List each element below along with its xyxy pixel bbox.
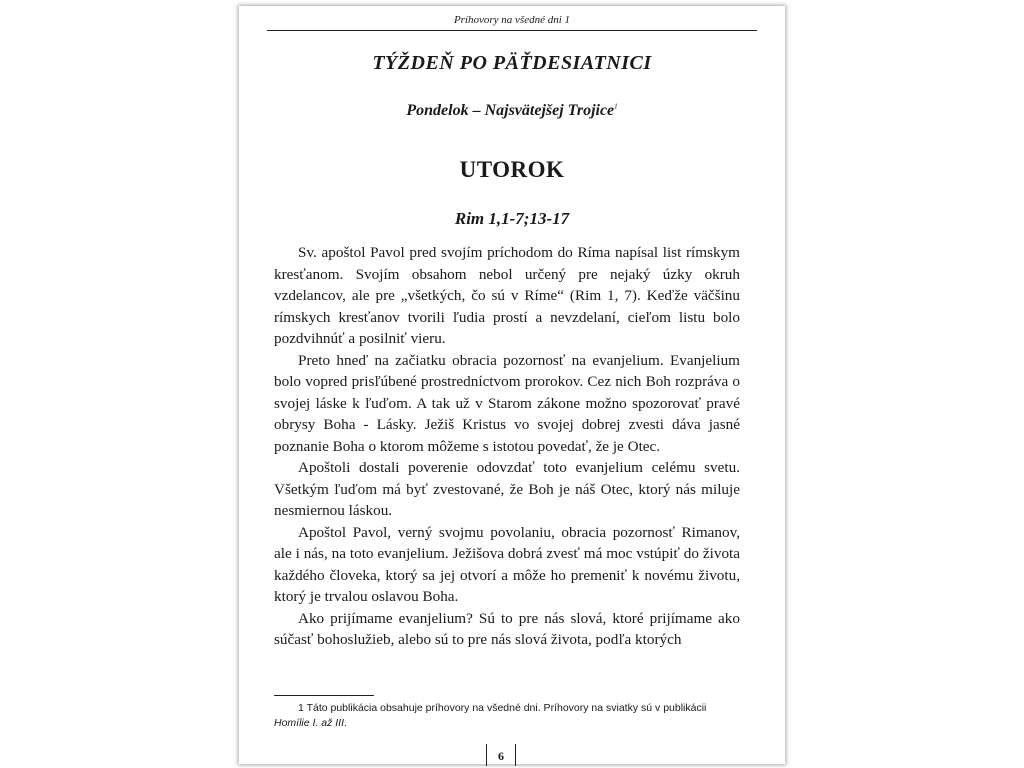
day-heading [239,102,785,120]
paragraph: Preto hneď na začiatku obracia pozornosť na evanjelium. Evanjelium bolo vopred prisľúbené prostredníctvom prorokov. Cez nich Boh rozpráva o svojej láske k ľuďom. A tak už v Starom zákone možno spozorovať pravé obrysy Boha - Lásky. Ježiš Kristus vo svojej dobrej zvesti dáva jasné poznanie Boha o ktorom môžeme s istotou povedať, že je Otec. [274,351,740,455]
paragraph: Ako prijímame evanjelium? Sú to pre nás slová, ktoré prijímame ako súčasť bohoslužieb, alebo sú to pre nás slová života, podľa ktorých [274,609,740,648]
footnote-text: Táto publikácia obsahuje príhovory na všedné dni. Príhovory na sviatky sú v publikácii [306,702,707,714]
footnote-end: . [344,717,347,729]
day-heading-text: Pondelok – Najsvätejšej Trojice [406,102,615,119]
running-header: Príhovory na všedné dni 1 [453,14,571,26]
paragraph: Apoštoli dostali poverenie odovzdať toto evanjelium celému svetu. Všetkým ľuďom má byť zvestované, že Boh je náš Otec, ktorý nás miluje nesmiernou láskou. [274,459,740,519]
body-text [274,242,740,651]
header-rule [267,30,757,31]
footnote-number: 1 [298,702,304,714]
paragraph: Apoštol Pavol, verný svojmu povolaniu, obracia pozornosť Rimanov, ale i nás, na toto evanjelium. Ježišova dobrá zvesť má moc vstúpiť do života každého človeka, ktorý sa jej otvorí a môže ho premeniť k novému životu, ktorý je trvalou oslavou Boha. [274,523,740,605]
scripture-reference: Rim 1,1-7;13-17 [454,209,570,228]
page-number: 6 [486,744,516,766]
section-title: UTOROK [459,157,565,182]
footnote-mark: 1 [614,102,618,111]
footnote-rule [274,695,374,696]
footnote [274,701,740,731]
footnote-italic-title: Homílie I. až III [274,717,345,729]
document-page [239,6,785,764]
week-title: TÝŽDEŇ PO PÄŤDESIATNICI [372,52,652,74]
paragraph: Sv. apoštol Pavol pred svojím príchodom do Ríma napísal list rímskym kresťanom. Svojím obsahom nebol určený pre nejaký úzky okruh vzdelancov, ale pre „všetkých, čo sú v Ríme“ (Rim 1, 7). Keďže väčšinu rímskych kresťanov tvorili ľudia prostí a nevzdelaní, cieľom listu bolo pozdvihnúť a posilniť vieru. [274,244,740,347]
